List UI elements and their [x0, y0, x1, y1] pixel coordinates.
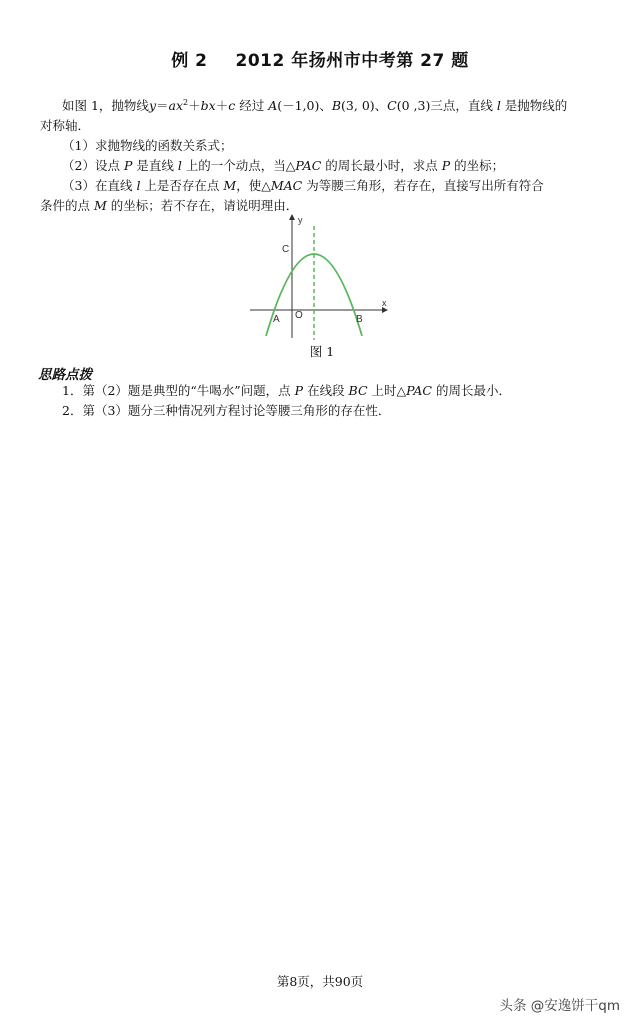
- example-title: 2012 年扬州市中考第 27 题: [235, 51, 469, 71]
- tips-list: [40, 381, 610, 421]
- page-title: [0, 46, 640, 71]
- question-3: （3）在直线 l 上是否存在点 M，使△MAC 为等腰三角形，若存在，直接写出所有符合: [62, 178, 544, 193]
- parabola-curve: [266, 254, 362, 336]
- question-1: （1）求抛物线的函数关系式；: [62, 138, 233, 153]
- label-axis-x: x: [382, 298, 387, 308]
- problem-line-1: 如图 1，抛物线$y=ax^2+bx+c$ 经过 A(－1,0)、B(3, 0)、C(0 ,3)三点，直线 l 是抛物线的: [62, 97, 568, 113]
- label-point-C: C: [282, 244, 290, 255]
- problem-line-2: 对称轴．: [40, 118, 91, 133]
- question-2: （2）设点 P 是直线 l 上的一个动点，当△PAC 的周长最小时，求点 P 的坐标；: [62, 158, 505, 173]
- page-footer: 第8页，共90页: [276, 974, 364, 989]
- label-origin-O: O: [295, 310, 303, 321]
- tip-2: 2．第（3）题分三种情况列方程讨论等腰三角形的存在性．: [62, 403, 391, 418]
- problem-text: [40, 96, 610, 216]
- tips-heading: 思路点拨: [38, 367, 92, 383]
- y-axis-arrow: [289, 214, 295, 220]
- example-label: 例 2: [171, 51, 208, 71]
- figure-caption: 图 1: [309, 344, 335, 359]
- question-3-cont: 条件的点 M 的坐标；若不存在，请说明理由．: [40, 198, 299, 213]
- parabola-figure: [248, 212, 394, 342]
- label-axis-y: y: [298, 215, 303, 225]
- label-point-A: A: [273, 314, 280, 325]
- parabola-graph: [248, 212, 394, 342]
- label-point-B: B: [356, 314, 363, 325]
- tip-1: 1．第（2）题是典型的“牛喝水”问题，点 P 在线段 BC 上时△PAC 的周长最小．: [62, 383, 511, 398]
- watermark: 头条 @安逸饼干qm: [499, 998, 620, 1014]
